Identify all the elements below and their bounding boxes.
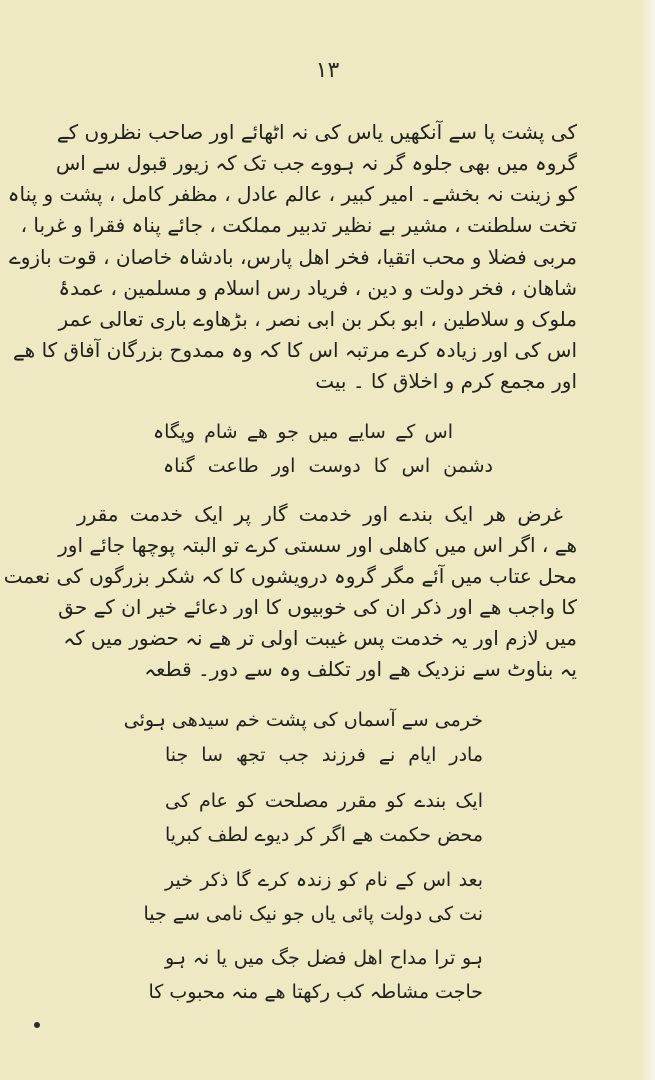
qita-line: حاجت مشاطہ کب رکھتا ھے منہ محبوب کا xyxy=(148,981,483,1003)
paragraph-1-line: مربی فضلا و محب اتقیا، فخر اهل پارس، بادشاہ خاصان ، قوت بازوے xyxy=(8,245,577,269)
qita-line: محض حکمت ھے اگر کر دیوے لطف کبریا xyxy=(165,824,483,846)
paragraph-2-line: یہ بناوٹ سے نزدیک ھے اور تکلف وہ سے دور۔ قطعہ xyxy=(144,657,577,681)
page-number: ۱۳ xyxy=(315,58,340,83)
paragraph-1-line: اور مجمع کرم و اخلاق کا ۔ بیت xyxy=(315,369,577,393)
qita-line: نت کی دولت پائی یاں جو نیک نامی سے جیا xyxy=(143,903,483,925)
bait-line: اس کے سایے میں جو ھے شام وپگاہ xyxy=(153,421,453,443)
paragraph-1-line: ملوک و سلاطین ، ابو بکر بن ابی نصر ، بڑھاوے باری تعالی عمر xyxy=(58,307,577,331)
ink-spot xyxy=(34,1022,40,1028)
paragraph-1-line: اس کی اور زیادہ کرے مرتبہ اس کا کہ وہ ممدوح بزرگان آفاق کا ھے xyxy=(12,338,577,362)
paragraph-1-line: شاهان ، فخر دولت و دین ، فریاد رس اسلام و مسلمین ، عمدۂ xyxy=(58,276,577,300)
paragraph-2-line: ھے ، اگر اس میں کاهلی اور سستی کرے تو البتہ پوچھا جائے اور xyxy=(58,533,577,557)
paragraph-2-line: محل عتاب میں آئے مگر گروہ درویشوں کا کہ شکر بزرگوں کی نعمت xyxy=(3,564,577,588)
paragraph-2-line: کا واجب ھے اور ذکر ان کی خوبیوں کا اور دعائے خیر ان کے حق xyxy=(58,595,577,619)
bait-line: دشمن اس کا دوست اور طاعت گناہ xyxy=(163,455,493,477)
paragraph-1-line: تخت سلطنت ، مشیر بے نظیر تدبیر مملکت ، جائے پناہ فقرا و غربا ، xyxy=(20,213,577,237)
qita-line: ایک بندے کو مقرر مصلحت کو عام کی xyxy=(165,790,483,812)
paragraph-1-line: کو زینت نہ بخشے۔ امیر کبیر ، عالم عادل ، مظفر کامل ، پشت و پناہ xyxy=(7,182,577,206)
paragraph-2-line: میں لازم اور یہ خدمت پس غیبت اولی تر ھے نہ حضور میں کہ xyxy=(63,626,577,650)
paragraph-1-line: گروہ میں بھی جلوہ گر نہ ہووے جب تک کہ زیور قبول سے اس xyxy=(55,151,577,175)
paragraph-1-line: کی پشت پا سے آنکھیں یاس کی نہ اٹھائے اور صاحب نظروں کے xyxy=(56,120,577,144)
paragraph-2-line: غرض هر ایک بندے اور خدمت گار پر ایک خدمت مقرر xyxy=(77,502,563,526)
qita-line: مادر ایام نے فرزند جب تجھ سا جنا xyxy=(165,744,483,766)
qita-line: خرمی سے آسماں کی پشت خم سیدھی ہوئی xyxy=(123,709,483,731)
qita-line: ہو ترا مداح اهل فضل جگ میں یا نہ ہو xyxy=(165,947,483,969)
page-edge-shade xyxy=(641,0,655,1080)
qita-line: بعد اس کے نام کو زندہ کرے گا ذکر خیر xyxy=(165,869,483,891)
